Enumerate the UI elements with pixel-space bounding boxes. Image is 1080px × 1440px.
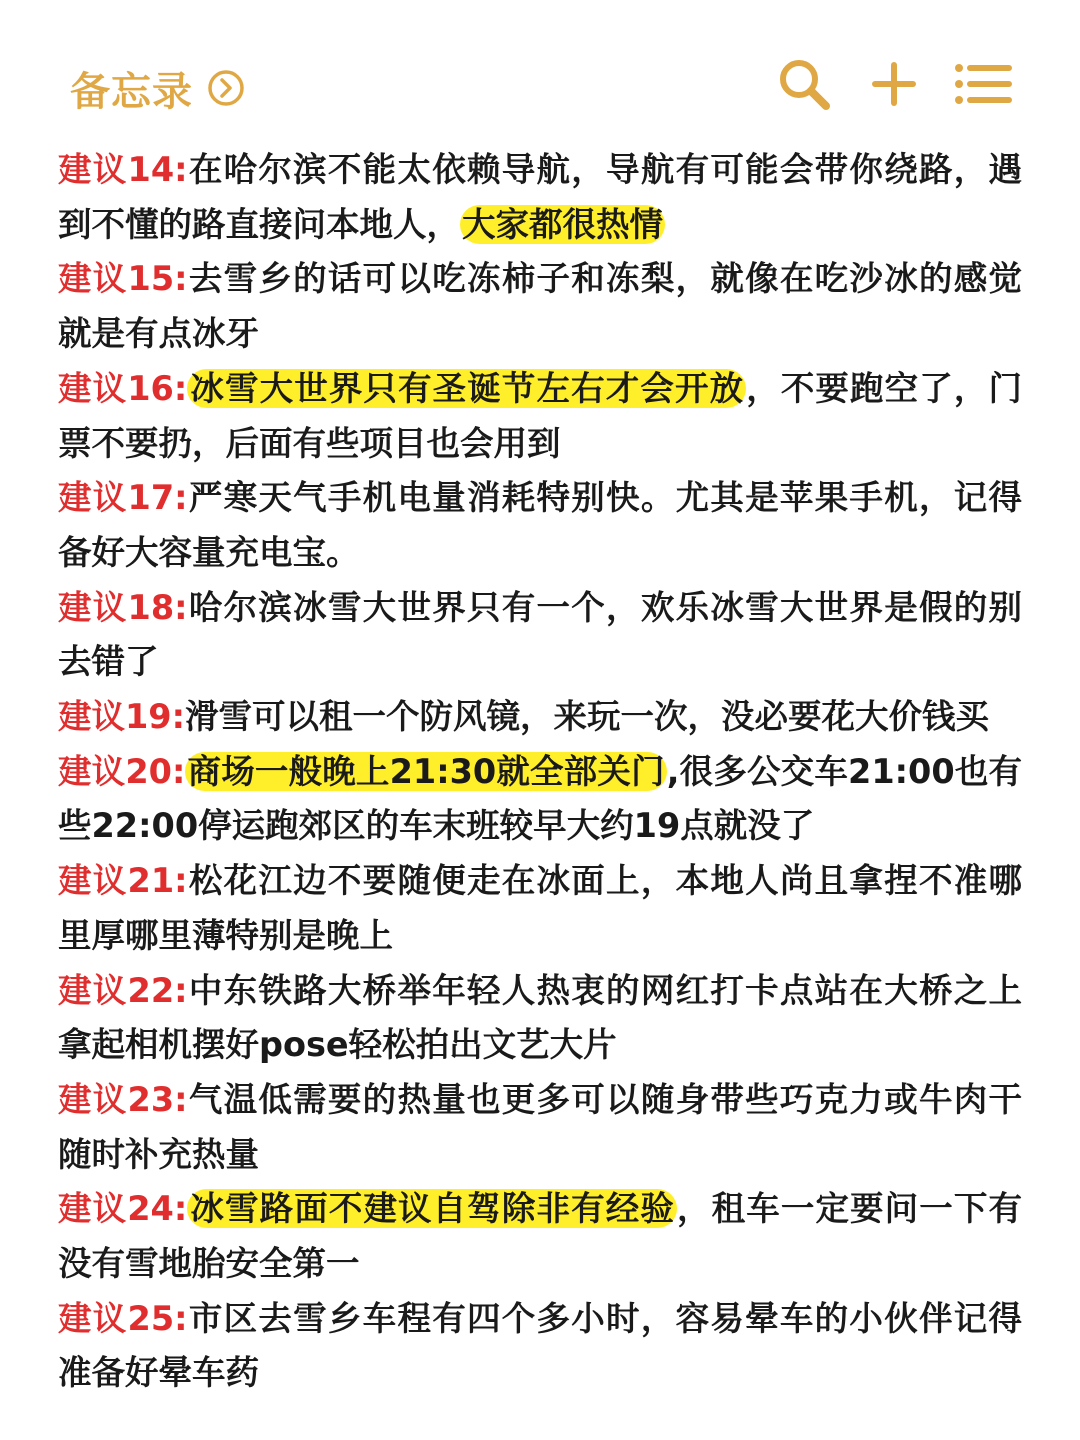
tip-item xyxy=(58,362,1022,471)
tip-text: 严寒天气手机电量消耗特别快。尤其是苹果手机，记得备好大容量充电宝。 xyxy=(58,478,1023,572)
tip-item xyxy=(58,1292,1022,1401)
tip-label: 建议22: xyxy=(58,970,188,1010)
back-button[interactable] xyxy=(70,58,245,118)
tip-text: 滑雪可以租一个防风镜，来玩一次，没必要花大价钱买 xyxy=(185,697,990,737)
tip-label: 建议23: xyxy=(58,1079,188,1119)
tip-text: 哈尔滨冰雪大世界只有一个，欢乐冰雪大世界是假的别去错了 xyxy=(58,587,1023,682)
tip-text: ，租车一定要问一下有没有雪地胎安全第一 xyxy=(58,1189,1023,1284)
tip-label: 建议25: xyxy=(58,1298,188,1338)
tip-label: 建议15: xyxy=(58,259,188,299)
tip-item xyxy=(58,1073,1022,1182)
add-note-button[interactable] xyxy=(870,56,918,116)
note-body[interactable] xyxy=(58,143,1022,1401)
tip-item xyxy=(58,690,1022,745)
tip-item xyxy=(58,143,1022,252)
plus-icon xyxy=(872,62,916,110)
tip-label: 建议14: xyxy=(58,150,188,189)
tip-text: 中东铁路大桥举年轻人热衷的网红打卡点站在大桥之上拿起相机摆好pose轻松拍出文艺大片 xyxy=(58,970,1023,1065)
chevron-right-circle-icon xyxy=(207,69,245,107)
tip-label: 建议20: xyxy=(58,751,186,791)
app-title: 备忘录 xyxy=(70,68,193,115)
tip-highlight: 冰雪大世界只有圣诞节左右才会开放 xyxy=(189,368,745,408)
tip-item xyxy=(58,854,1022,963)
tip-label: 建议21: xyxy=(58,861,188,901)
tip-text: ,很多公交车21:00也有些22:00停运跑郊区的车末班较早大约19点就没了 xyxy=(58,751,1023,846)
tip-label: 建议19: xyxy=(58,697,186,737)
tip-label: 建议16: xyxy=(58,368,188,408)
search-button[interactable] xyxy=(776,56,832,116)
menu-button[interactable] xyxy=(954,56,1012,116)
app-header xyxy=(0,0,1080,150)
tip-highlight: 大家都很热情 xyxy=(462,204,663,244)
tip-text: 市区去雪乡车程有四个多小时，容易晕车的小伙伴记得准备好晕车药 xyxy=(58,1298,1023,1393)
tip-label: 建议17: xyxy=(58,478,188,518)
tip-text: 去雪乡的话可以吃冻柿子和冻梨，就像在吃沙冰的感觉就是有点冰牙 xyxy=(58,259,1023,354)
tip-text: 气温低需要的热量也更多可以随身带些巧克力或牛肉干随时补充热量 xyxy=(58,1079,1023,1174)
tip-text: 松花江边不要随便走在冰面上，本地人尚且拿捏不准哪里厚哪里薄特别是晚上 xyxy=(58,861,1023,955)
tip-item xyxy=(58,252,1022,361)
toolbar xyxy=(776,56,1012,116)
tip-highlight: 冰雪路面不建议自驾除非有经验 xyxy=(189,1189,675,1229)
tip-text: 在哈尔滨不能太依赖导航，导航有可能会带你绕路，遇到不懂的路直接问本地人， xyxy=(58,150,1023,244)
list-icon xyxy=(954,62,1012,110)
tip-label: 建议18: xyxy=(58,587,188,627)
search-icon xyxy=(776,56,832,116)
tip-item xyxy=(58,964,1022,1073)
tip-highlight: 商场一般晚上21:30就全部关门 xyxy=(187,751,665,791)
tip-item xyxy=(58,1182,1022,1291)
tip-item xyxy=(58,471,1022,580)
tip-item xyxy=(58,581,1022,690)
tip-item xyxy=(58,745,1022,854)
tip-label: 建议24: xyxy=(58,1189,188,1229)
tip-text: ，不要跑空了，门票不要扔，后面有些项目也会用到 xyxy=(58,368,1023,463)
